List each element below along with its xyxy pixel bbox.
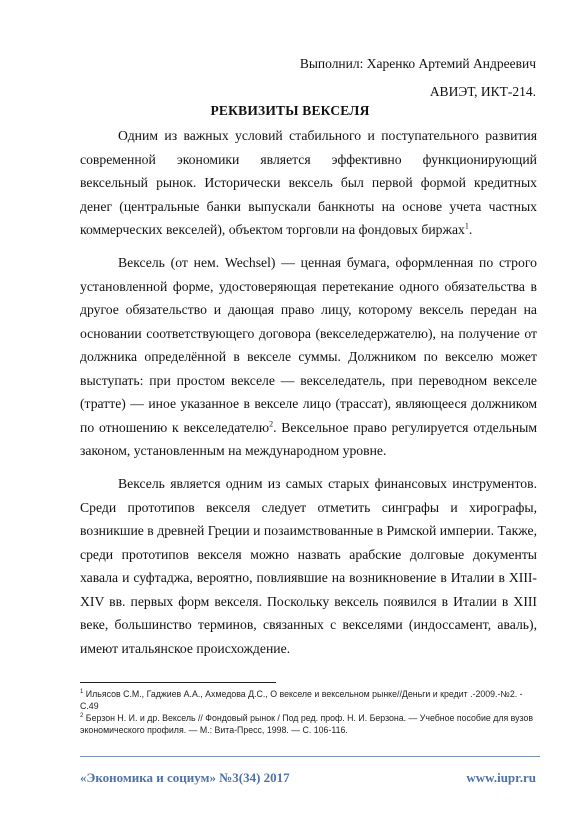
footnote-text: Ильясов С.М., Гаджиев А.А., Ахмедова Д.С., О векселе и вексельном рынке//Деньги и кредит .-2009.-№2. - С.49 [80,689,523,711]
paragraph [80,472,537,660]
footnote-number: 1 [80,689,84,696]
journal-name: «Экономика и социум» №3(34) 2017 [80,770,290,785]
paragraph [80,251,537,463]
paragraph-tail: . [468,222,473,237]
footnote-ref: 1 [464,221,469,231]
footnote-text: Берзон Н. И. и др. Вексель // Фондовый рынок / Под ред. проф. Н. И. Берзона. — Учебное пособие для вузов экономического профиля. — М.: Вита-Пресс, 1998. — С. 106-116. [80,713,534,735]
paragraph-text: Вексель (от нем. Wechsel) — ценная бумага, оформленная по строго установленной форме, удостоверяющая перетекание одного обязательства в другое обязательство и дающая право лицу, которому вексель передан на основании соответствующего договора (векселедержателю), на получение от должника определённой в векселе суммы. Должником по векселю может выступать: при простом векселе — векселедатель, при переводном векселе (тратте) — иное указанное в векселе лицо (трассат), являющееся должником по отношению к векселедателю [80,255,537,435]
footnote [80,688,540,712]
paragraph-tail: . Вексельное право регулируется отдельным законом, установленным на международном уровне. [80,419,537,458]
footer-divider [80,756,540,757]
article-body [80,124,537,670]
article-title: РЕКВИЗИТЫ ВЕКСЕЛЯ [210,103,370,118]
paragraph [80,124,537,242]
paragraph-text: Вексель является одним из самых старых финансовых инструментов. Среди прототипов векселя следует отметить синграфы и хирографы, возникшие в древней Греции и позаимствованные в Римской империи. Также, среди прототипов векселя можно назвать арабские долговые документы хавала и суфтаджа, вероятно, повлиявшие на возникновение в Италии в XIII-XIV вв. первых форм векселя. Поскольку вексель появился в Италии в XIII веке, большинство терминов, связанных с векселями (индоссамент, аваль), имеют итальянское происхождение. [80,476,537,656]
author-name: Выполнил: Харенко Артемий Андреевич [299,56,536,71]
paragraph-text: Одним из важных условий стабильного и поступательного развития современной экономики является эффективно функционирующий вексельный рынок. Исторически вексель был первой формой кредитных денег (центральные банки выпускали банкноты на основе учета частных коммерческих векселей), объектом торговли на фондовых биржах [80,128,537,237]
footnote-number: 2 [80,713,84,720]
footnote-ref: 2 [269,418,274,428]
footnote [80,712,540,736]
footnote-separator [80,682,276,683]
journal-website: www.iupr.ru [466,770,536,785]
footnotes [80,688,540,736]
author-group: АВИЭТ, ИКТ-214. [429,84,536,99]
